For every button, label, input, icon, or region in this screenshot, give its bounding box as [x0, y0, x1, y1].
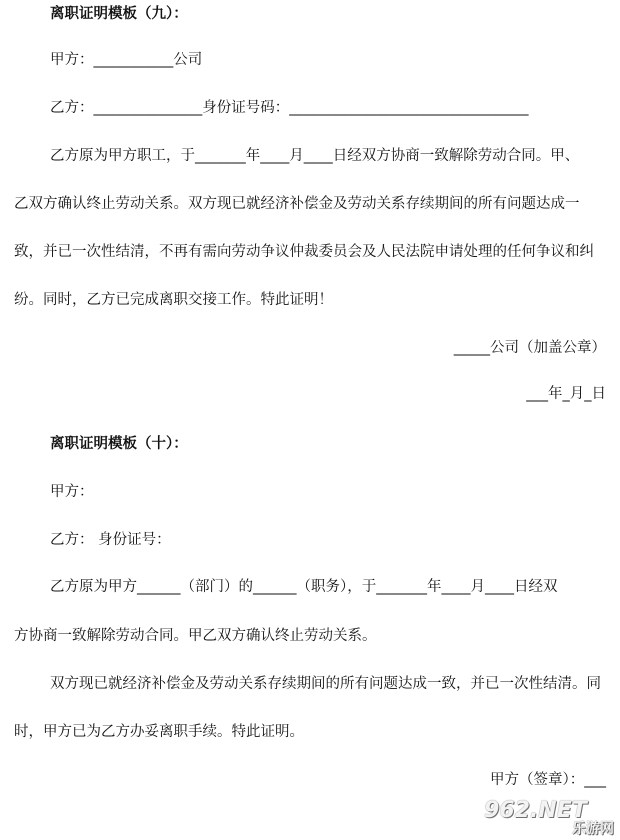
template9-body-line: 乙双方确认终止劳动关系。双方现已就经济补偿金及劳动关系存续期间的所有问题达成一	[14, 196, 580, 212]
template10-body-line: 乙方原为甲方______（部门）的______（职务），于_______年____月____日经双	[50, 579, 558, 595]
template9-body-line: 乙方原为甲方职工，于_______年____月____日经双方协商一致解除劳动合同。甲、	[50, 148, 580, 164]
template10-party-b: 乙方： 身份证号：	[50, 532, 171, 548]
template9-party-b: 乙方：_______________身份证号码：_________________________________	[50, 100, 529, 116]
template9-heading: 离职证明模板（九）：	[50, 6, 188, 22]
template9-date: ___年_月_日	[526, 386, 606, 402]
template10-body-line: 时，甲方已为乙方办妥离职手续。特此证明。	[14, 724, 304, 740]
template10-party-a: 甲方：	[50, 484, 94, 500]
site-watermark	[484, 798, 616, 838]
template10-body-line: 双方现已就经济补偿金及劳动关系存续期间的所有问题达成一致，并已一次性结清。同	[50, 676, 601, 692]
template9-body-line: 致，并已一次性结清，不再有需向劳动争议仲裁委员会及人民法院申请处理的任何争议和纠	[14, 244, 594, 260]
watermark-sub: 乐游网	[572, 821, 614, 837]
watermark-site: 962.NET	[484, 798, 587, 823]
template9-body-line: 纷。同时，乙方已完成离职交接工作。特此证明！	[14, 292, 333, 308]
template10-signature: 甲方（签章）：___	[490, 772, 606, 788]
template10-body-line: 方协商一致解除劳动合同。甲乙双方确认终止劳动关系。	[14, 628, 377, 644]
template9-party-a: 甲方：___________公司	[50, 52, 203, 68]
template9-company-seal: _____公司（加盖公章）	[453, 340, 606, 356]
template10-heading: 离职证明模板（十）：	[50, 436, 188, 452]
